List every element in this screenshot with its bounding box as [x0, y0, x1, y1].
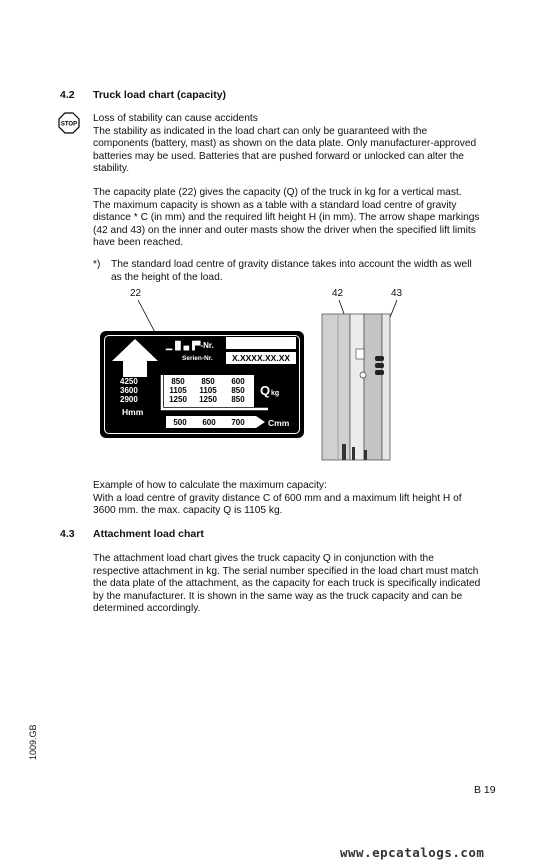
- example-line: With a load centre of gravity distance C of 600 mm and a maximum lift height H of: [93, 492, 462, 504]
- centre-unit: Cmm: [268, 418, 290, 428]
- body-line: have been reached.: [93, 237, 184, 249]
- body-line: respective attachment in kg. The serial number specified in the load chart must match: [93, 565, 479, 577]
- body-line: The maximum capacity is shown as a table with a standard load centre of gravity: [93, 199, 457, 211]
- body-line: (42 and 43) on the inner and outer masts show the driver when the specified lift limits: [93, 224, 476, 236]
- section-number-4-3: 4.3: [60, 528, 75, 540]
- centre-value: 600: [202, 418, 216, 427]
- mast-illustration: [320, 312, 410, 462]
- warning-line: batteries may be used. Batteries that are pushed forward or unlocked can alter the: [93, 150, 464, 162]
- capacity-cell: 1105: [199, 386, 217, 395]
- attachment-paragraph: [93, 553, 497, 616]
- body-line: the data plate of the attachment, as the capacity for each truck is specifically indicated: [93, 578, 481, 590]
- warning-line: The stability as indicated in the load chart can only be guaranteed with the: [93, 125, 428, 137]
- callout-22: 22: [130, 288, 142, 299]
- callout-43: 43: [391, 288, 403, 299]
- type-value-box: [226, 337, 296, 349]
- q-sub-unit: kg: [271, 390, 280, 397]
- capacity-cell: 850: [231, 395, 245, 404]
- centre-value: 500: [173, 418, 187, 427]
- height-value: 3600: [120, 386, 138, 395]
- section-title-4-3: Attachment load chart: [93, 528, 204, 540]
- warning-line: components (battery, mast) as shown on the data plate. Only manufacturer-approved: [93, 138, 477, 150]
- centre-value: 700: [231, 418, 245, 427]
- capacity-cell: 850: [171, 377, 185, 386]
- section-title-4-2: Truck load chart (capacity): [93, 89, 227, 101]
- warning-line: stability.: [93, 163, 130, 175]
- serial-label: Serien-Nr.: [182, 355, 213, 362]
- capacity-cell: 1105: [169, 386, 187, 395]
- page-number: B 19: [474, 784, 496, 796]
- height-value: 4250: [120, 377, 138, 386]
- section-number-4-2: 4.2: [60, 89, 75, 101]
- capacity-plate: [100, 331, 304, 438]
- footnote-marker: *): [93, 259, 101, 270]
- body-line: by the manufacturer. It is shown in the same way as the truck capacity and can be: [93, 590, 463, 602]
- height-unit: Hmm: [122, 407, 144, 417]
- example-line: 3600 mm. the max. capacity Q is 1105 kg.: [93, 505, 283, 517]
- capacity-cell: 1250: [169, 395, 187, 404]
- capacity-cell: 600: [231, 377, 245, 386]
- example-line: Example of how to calculate the maximum capacity:: [93, 480, 327, 491]
- body-line: The capacity plate (22) gives the capacity (Q) of the truck in kg for a vertical mast.: [93, 187, 462, 198]
- height-value: 2900: [120, 395, 138, 404]
- serial-value-box: X.XXXX.XX.XX: [226, 352, 296, 364]
- document-code: 1009.GB: [28, 724, 38, 760]
- body-line: distance * C (in mm) and the required lift height H (in mm). The arrow shape markings: [93, 212, 480, 224]
- type-label: ▁▐▌▄▐▀-Nr.: [166, 341, 214, 350]
- capacity-cell: 850: [231, 386, 245, 395]
- capacity-cell: 1250: [199, 395, 217, 404]
- svg-text:STOP: STOP: [60, 121, 78, 128]
- q-unit: Q: [260, 383, 271, 398]
- callout-42: 42: [332, 288, 344, 299]
- body-line: determined accordingly.: [93, 603, 201, 615]
- watermark: www.epcatalogs.com: [340, 845, 485, 860]
- capacity-cell: 850: [201, 377, 215, 386]
- warning-line: Loss of stability can cause accidents: [93, 113, 258, 124]
- example-paragraph: [93, 480, 497, 518]
- body-line: The attachment load chart gives the truck capacity Q in conjunction with the: [93, 553, 434, 564]
- footnote-line: as the height of the load.: [111, 271, 223, 283]
- footnote-line: The standard load centre of gravity distance takes into account the width as well: [111, 259, 472, 270]
